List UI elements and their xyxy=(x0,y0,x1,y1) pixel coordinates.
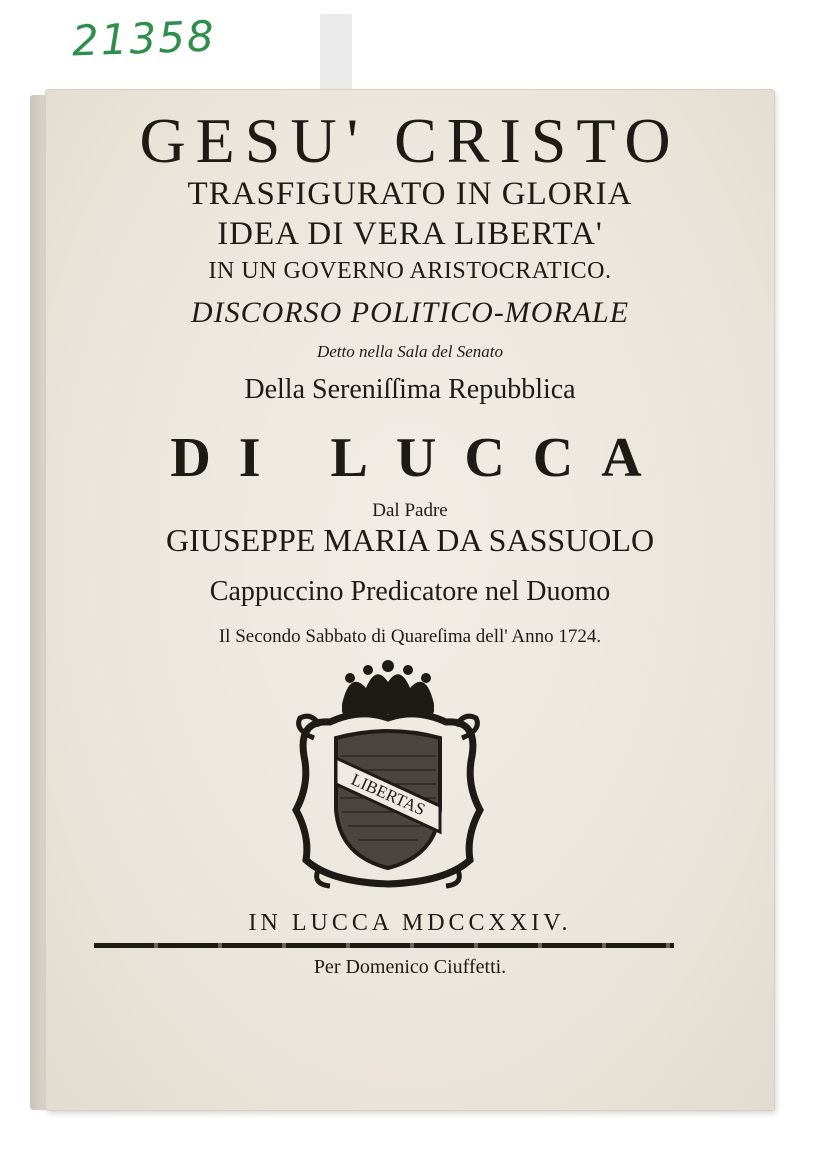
subtitle-line-3: IN UN GOVERNO ARISTOCRATICO. xyxy=(208,258,612,284)
coat-of-arms-icon xyxy=(290,660,486,890)
subtitle-line-1: TRASFIGURATO IN GLORIA xyxy=(187,176,633,212)
by-line: Dal Padre xyxy=(372,500,448,521)
author-name: GIUSEPPE MARIA DA SASSUOLO xyxy=(165,522,655,558)
imprint-line: IN LUCCA MDCCXXIV. xyxy=(248,910,572,936)
decorative-rule xyxy=(94,943,674,948)
title-page xyxy=(46,90,774,1110)
occasion-line: Il Secondo Sabbato di Quareſima dell' Anno 1724. xyxy=(218,626,602,647)
republic-line: Della Sereniſſima Repubblica xyxy=(244,374,576,405)
printer-line: Per Domenico Ciuffetti. xyxy=(313,956,507,978)
emblem-motto: LIBERTAS xyxy=(348,769,429,820)
scanner-tab xyxy=(320,14,352,92)
handwritten-number: 21358 xyxy=(71,11,217,66)
title: GESU' CRISTO xyxy=(139,105,681,176)
genre-line: DISCORSO POLITICO-MORALE xyxy=(190,296,630,329)
delivered-at-line: Detto nella Sala del Senato xyxy=(316,342,504,361)
subtitle-line-2: IDEA DI VERA LIBERTA' xyxy=(217,216,603,252)
city-line: DI LUCCA xyxy=(170,427,670,489)
author-role: Cappuccino Predicatore nel Duomo xyxy=(209,576,611,607)
